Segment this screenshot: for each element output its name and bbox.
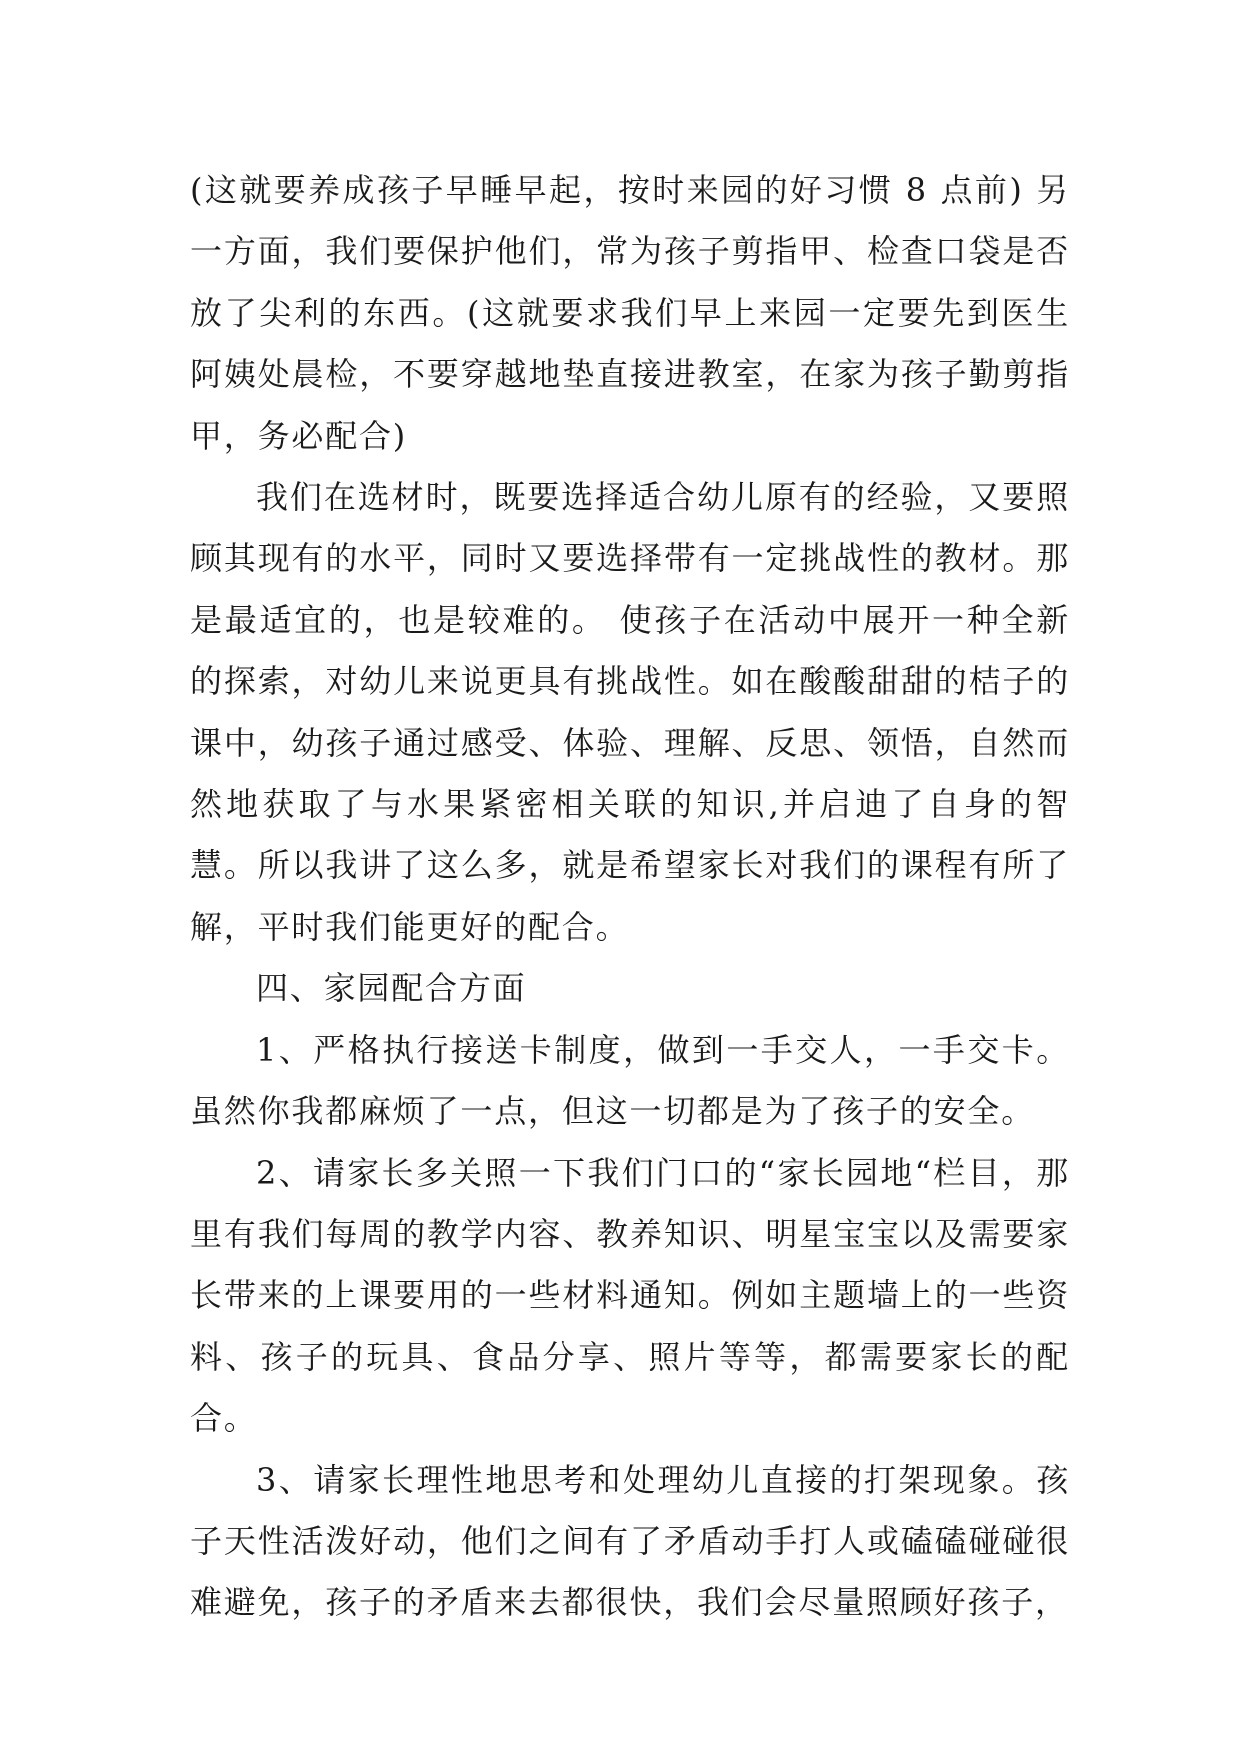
- paragraph-morning-habits: (这就要养成孩子早睡早起，按时来园的好习惯 8 点前) 另一方面，我们要保护他们，常为孩子剪指甲、检查口袋是否放了尖利的东西。(这就要求我们早上来园一定要先到医生阿姨处晨检，不要穿越地垫直接进教室，在家为孩子勤剪指甲，务必配合): [190, 171, 1070, 455]
- paragraph-item-3-conflicts: 3、请家长理性地思考和处理幼儿直接的打架现象。孩子天性活泼好动，他们之间有了矛盾动手打人或磕磕碰碰很难避免，孩子的矛盾来去都很快，我们会尽量照顾好孩子，: [190, 1460, 1070, 1622]
- paragraph-item-2-parent-corner: 2、请家长多关照一下我们门口的“家长园地“栏目，那里有我们每周的教学内容、教养知识、明星宝宝以及需要家长带来的上课要用的一些材料通知。例如主题墙上的一些资料、孩子的玩具、食品分享、照片等等，都需要家长的配合。: [190, 1153, 1070, 1438]
- paragraph-item-1-pickup-card: 1、严格执行接送卡制度，做到一手交人，一手交卡。虽然你我都麻烦了一点，但这一切都是为了孩子的安全。: [190, 1030, 1070, 1131]
- document-body: [190, 160, 1070, 1634]
- paragraph-material-selection: 我们在选材时，既要选择适合幼儿原有的经验，又要照顾其现有的水平，同时又要选择带有一定挑战性的教材。那是最适宜的，也是较难的。 使孩子在活动中展开一种全新的探索，对幼儿来说更具有挑战性。如在酸酸甜甜的桔子的课中，幼孩子通过感受、体验、理解、反思、领悟，自然而然地获取了与水果紧密相关联的知识,并启迪了自身的智慧。所以我讲了这么多，就是希望家长对我们的课程有所了解，平时我们能更好的配合。: [190, 478, 1070, 946]
- section-heading-home-school-cooperation: 四、家园配合方面: [256, 969, 527, 1008]
